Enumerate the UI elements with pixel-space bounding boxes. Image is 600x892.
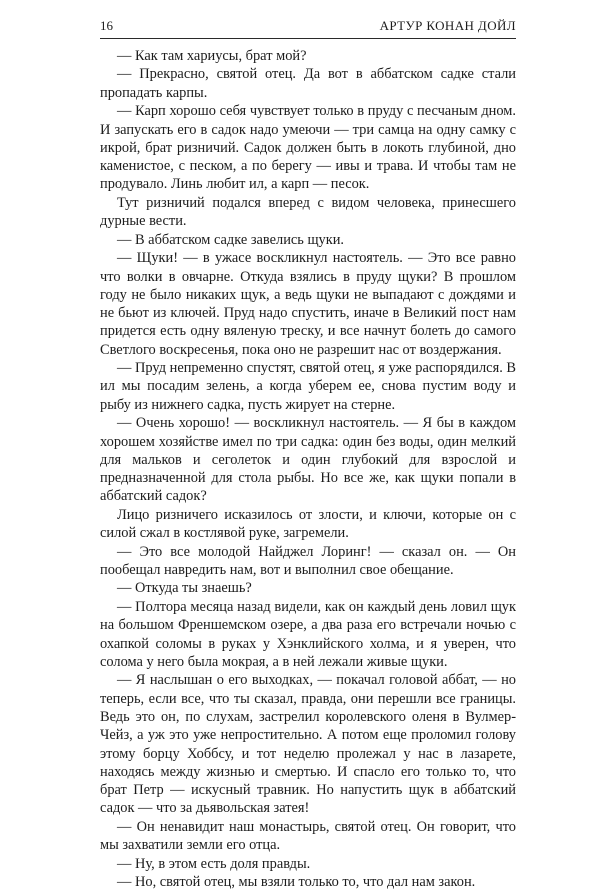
- page-number: 16: [100, 18, 113, 33]
- paragraph: — Щуки! — в ужасе воскликнул настоятель. — Это все равно что волки в овчарне. Откуда взялись в пруду щуки? В прошлом году не было никаких щук, а ведь щуки не выпадают с дождями и не бьют из ключей. Пруд надо спустить, иначе в Великий пост нам придется есть одну вяленую треску, и все начнут болеть до самого Светлого воскресенья, пока оно не разрешит нас от воздержания.: [100, 250, 516, 358]
- running-header: [100, 16, 516, 39]
- paragraph: — В аббатском садке завелись щуки.: [117, 231, 345, 248]
- running-title-author: АРТУР КОНАН ДОЙЛ: [379, 18, 516, 33]
- body-text: [100, 47, 516, 892]
- paragraph: — Полтора месяца назад видели, как он каждый день ловил щук на большом Френшемском озере, а два раза его встречали ночью с охапкой соломы в руках у Хэнклийского холма, и я уверен, что солома у него была мокрая, а в ней лежали живые щуки.: [100, 598, 516, 670]
- paragraph: — Прекрасно, святой отец. Да вот в аббатском садке стали пропадать карпы.: [100, 66, 516, 101]
- paragraph: — Как там хариусы, брат мой?: [117, 48, 307, 64]
- paragraph: — Откуда ты знаешь?: [117, 580, 252, 597]
- paragraph: — Очень хорошо! — воскликнул настоятель. — Я бы в каждом хорошем хозяйстве имел по три садка: один без воды, один мелкий для мальков и сеголеток и один глубокий для взрослой и предназначенной для стола рыбы. Но все же, как щуки попали в аббатский садок?: [100, 415, 516, 505]
- paragraph: — Это все молодой Найджел Лоринг! — сказал он. — Он пообещал навредить нам, вот и выполнил свое обещание.: [100, 543, 516, 578]
- paragraph: Лицо ризничего исказилось от злости, и ключи, которые он с силой сжал в костлявой руке, загремели.: [100, 506, 516, 542]
- paragraph: — Карп хорошо себя чувствует только в пруду с песчаным дном. И запускать его в садок надо умеючи — три самца на одну самку с икрой, брат ризничий. Садок должен быть в локоть глубиной, дно каменистое, с песком, а по берегу — ивы и трава. И чтобы там не продувало. Линь любит ил, а карп — песок.: [100, 103, 516, 193]
- paragraph: — Он ненавидит наш монастырь, святой отец. Он говорит, что мы захватили земли его отца.: [100, 818, 516, 854]
- paragraph: Тут ризничий подался вперед с видом человека, принесшего дурные вести.: [100, 194, 516, 230]
- paragraph: — Пруд непременно спустят, святой отец, я уже распорядился. В ил мы посадим зелень, а когда уберем ее, снова пустим воду и рыбу из нижнего садка, пусть жирует на стерне.: [100, 360, 516, 413]
- paragraph: — Я наслышан о его выходках, — покачал головой аббат, — но теперь, если все, что ты сказал, правда, они перешли все границы. Ведь это он, по слухам, застрелил королевского оленя в Вулмер-Чейз, а уж это уже непростительно. А потом еще проломил голову этому борцу Хоббсу, и тот неделю пролежал у нас в лазарете, находясь между жизнью и смертью. И спасло его только то, что брат Петр — искусный травник. Но напустить щук в аббатский садок — что за дьявольская затея!: [100, 672, 516, 817]
- paragraph: — Но, святой отец, мы взяли только то, что дал нам закон.: [117, 874, 476, 891]
- paragraph: — Ну, в этом есть доля правды.: [117, 855, 311, 872]
